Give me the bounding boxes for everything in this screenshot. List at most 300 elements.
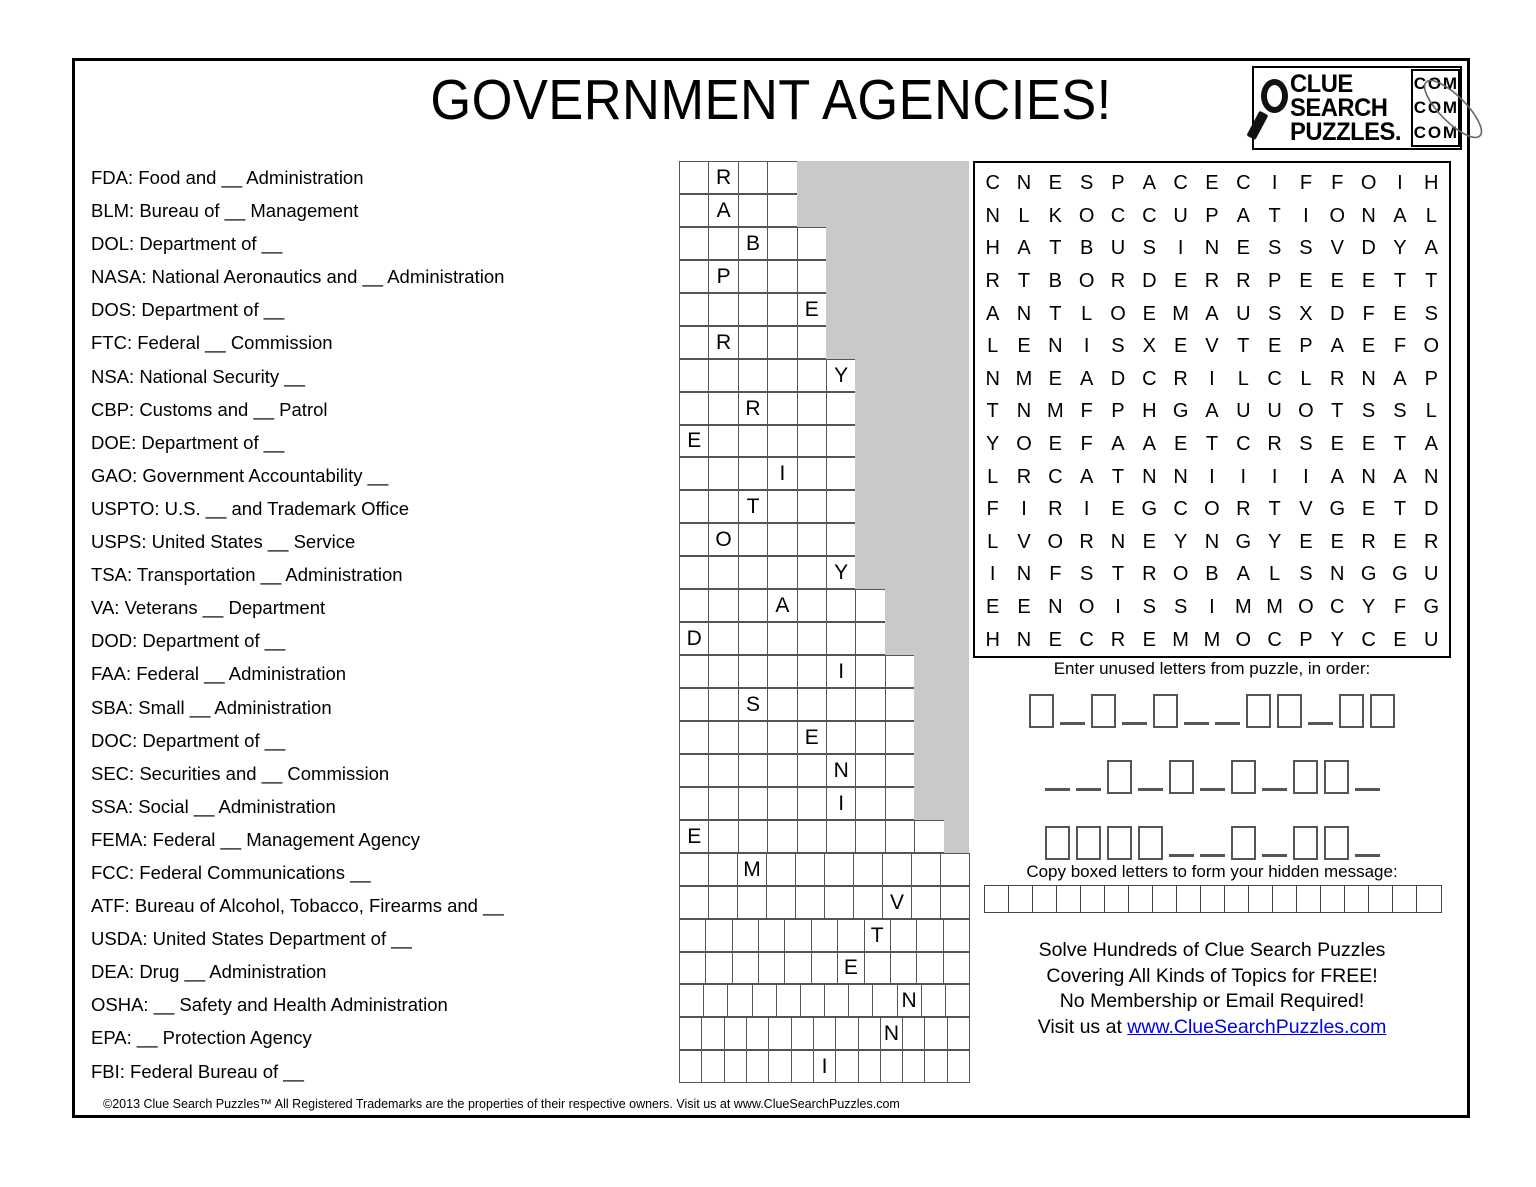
answer-cell[interactable]: S: [738, 688, 768, 721]
answer-cell[interactable]: [767, 293, 797, 326]
answer-cell[interactable]: [872, 984, 897, 1017]
word-search-letter[interactable]: I: [1240, 465, 1247, 488]
word-search-letter[interactable]: O: [1047, 530, 1064, 553]
hidden-message-cell[interactable]: [1320, 885, 1346, 913]
word-search-letter[interactable]: P: [1299, 628, 1313, 651]
answer-cell[interactable]: [738, 293, 768, 326]
answer-cell[interactable]: [826, 425, 856, 458]
answer-cell[interactable]: [885, 787, 915, 820]
word-search-letter[interactable]: E: [1236, 237, 1250, 260]
hidden-message-cell[interactable]: [1032, 885, 1058, 913]
answer-cell[interactable]: [855, 721, 885, 754]
word-search-letter[interactable]: H: [1142, 400, 1157, 423]
word-search-letter[interactable]: C: [1079, 628, 1094, 651]
word-search-letter[interactable]: R: [1016, 465, 1032, 488]
answer-cell[interactable]: [947, 1017, 970, 1050]
word-search-letter[interactable]: Y: [1267, 530, 1282, 553]
answer-cell[interactable]: [679, 984, 704, 1017]
answer-cell[interactable]: [679, 326, 709, 359]
answer-cell[interactable]: [835, 1050, 858, 1083]
word-search-letter[interactable]: F: [1080, 400, 1093, 423]
word-search-letter[interactable]: I: [1209, 367, 1215, 390]
unused-letter-blank[interactable]: [1169, 854, 1194, 857]
word-search-letter[interactable]: I: [1303, 465, 1309, 488]
word-search-letter[interactable]: P: [1267, 270, 1282, 293]
answer-cell[interactable]: [784, 919, 811, 952]
word-search-letter[interactable]: O: [1016, 433, 1032, 456]
word-search-letter[interactable]: T: [1425, 270, 1438, 293]
answer-cell[interactable]: [797, 425, 827, 458]
answer-cell[interactable]: [767, 655, 797, 688]
answer-cell[interactable]: [797, 589, 827, 622]
hidden-message-cell[interactable]: [1128, 885, 1154, 913]
word-search-letter[interactable]: C: [1330, 596, 1345, 619]
word-search-letter[interactable]: C: [1236, 172, 1251, 195]
word-search-letter[interactable]: A: [1393, 204, 1407, 227]
unused-letter-box[interactable]: [1231, 826, 1256, 860]
answer-cell[interactable]: [738, 161, 768, 194]
word-search-letter[interactable]: L: [987, 465, 999, 488]
unused-letter-blank[interactable]: [1355, 788, 1380, 791]
word-search-letter[interactable]: E: [1330, 530, 1344, 553]
answer-cell[interactable]: [797, 326, 827, 359]
word-search-letter[interactable]: E: [1393, 628, 1407, 651]
word-search-letter[interactable]: G: [1392, 563, 1408, 586]
answer-cell[interactable]: [902, 1050, 925, 1083]
word-search-letter[interactable]: E: [1017, 596, 1031, 619]
hidden-message-cell[interactable]: [1416, 885, 1442, 913]
answer-cell[interactable]: [767, 820, 797, 853]
answer-cell[interactable]: E: [679, 820, 709, 853]
word-search-letter[interactable]: N: [1204, 530, 1220, 553]
answer-cell[interactable]: [795, 853, 825, 886]
answer-cell[interactable]: [767, 425, 797, 458]
word-search-letter[interactable]: F: [1393, 596, 1407, 619]
answer-cell[interactable]: [679, 1050, 702, 1083]
word-search-letter[interactable]: C: [1142, 367, 1157, 390]
answer-cell[interactable]: [679, 490, 709, 523]
word-search-letter[interactable]: A: [1205, 302, 1219, 325]
answer-cell[interactable]: [767, 622, 797, 655]
answer-cell[interactable]: [679, 589, 709, 622]
answer-cell[interactable]: [943, 919, 970, 952]
word-search-letter[interactable]: C: [1142, 204, 1157, 227]
answer-cell[interactable]: [940, 853, 970, 886]
answer-cell[interactable]: [679, 359, 709, 392]
answer-cell[interactable]: [791, 1017, 814, 1050]
word-search-letter[interactable]: O: [1360, 172, 1377, 195]
answer-cell[interactable]: [708, 853, 738, 886]
word-search-letter[interactable]: U: [1110, 237, 1126, 260]
answer-cell[interactable]: [766, 853, 796, 886]
answer-cell[interactable]: [679, 227, 709, 260]
unused-letter-box[interactable]: [1076, 826, 1101, 860]
word-search-letter[interactable]: O: [1110, 302, 1126, 325]
answer-cell[interactable]: [940, 886, 970, 919]
answer-cell[interactable]: [767, 161, 797, 194]
hidden-message-cell[interactable]: [1056, 885, 1082, 913]
answer-cell[interactable]: E: [679, 425, 709, 458]
word-search-letter[interactable]: N: [1142, 465, 1157, 488]
answer-cell[interactable]: [738, 194, 768, 227]
unused-letter-blank[interactable]: [1184, 722, 1209, 725]
word-search-grid[interactable]: [973, 161, 1451, 658]
word-search-letter[interactable]: N: [1361, 367, 1376, 390]
word-search-letter[interactable]: S: [1361, 400, 1376, 423]
unused-letter-box[interactable]: [1045, 826, 1070, 860]
word-search-letter[interactable]: O: [1078, 204, 1095, 227]
word-search-letter[interactable]: C: [1110, 204, 1126, 227]
answer-cell[interactable]: [914, 820, 944, 853]
answer-cell[interactable]: [703, 984, 728, 1017]
word-search-letter[interactable]: I: [1303, 204, 1309, 227]
word-search-letter[interactable]: O: [1235, 628, 1252, 651]
answer-cell[interactable]: [943, 952, 970, 985]
cluesearchpuzzles-link[interactable]: www.ClueSearchPuzzles.com: [1127, 1015, 1387, 1038]
word-search-letter[interactable]: M: [1266, 596, 1283, 619]
unused-letter-box[interactable]: [1107, 760, 1132, 794]
answer-cell[interactable]: [826, 622, 856, 655]
word-search-letter[interactable]: E: [1173, 270, 1188, 293]
answer-cell[interactable]: [738, 523, 768, 556]
word-search-letter[interactable]: H: [985, 237, 1000, 260]
answer-cell[interactable]: [679, 886, 709, 919]
answer-cell[interactable]: [738, 457, 768, 490]
word-search-letter[interactable]: L: [1425, 400, 1437, 423]
word-search-letter[interactable]: L: [1081, 302, 1093, 325]
answer-cell[interactable]: [679, 260, 709, 293]
unused-letter-blank[interactable]: [1262, 788, 1287, 791]
word-search-letter[interactable]: H: [985, 628, 1000, 651]
word-search-letter[interactable]: C: [1173, 172, 1188, 195]
word-search-letter[interactable]: S: [1267, 237, 1282, 260]
hidden-message-row[interactable]: [973, 885, 1451, 913]
answer-cell[interactable]: [679, 853, 709, 886]
word-search-letter[interactable]: S: [1299, 563, 1313, 586]
word-search-letter[interactable]: F: [1080, 433, 1093, 456]
answer-cell[interactable]: R: [708, 161, 738, 194]
word-search-letter[interactable]: E: [1393, 302, 1407, 325]
answer-cell[interactable]: [797, 556, 827, 589]
hidden-message-cell[interactable]: [1392, 885, 1418, 913]
answer-cell[interactable]: [766, 886, 796, 919]
answer-cell[interactable]: [727, 984, 752, 1017]
word-search-letter[interactable]: A: [1236, 204, 1250, 227]
answer-cell[interactable]: [890, 919, 917, 952]
word-search-letter[interactable]: L: [1300, 367, 1312, 390]
word-search-letter[interactable]: E: [1048, 433, 1062, 456]
word-search-letter[interactable]: G: [1360, 563, 1377, 586]
word-search-letter[interactable]: Y: [1393, 237, 1407, 260]
word-search-letter[interactable]: E: [1361, 433, 1376, 456]
answer-cell[interactable]: E: [797, 293, 827, 326]
answer-cell[interactable]: [708, 886, 738, 919]
word-search-letter[interactable]: R: [1048, 498, 1063, 521]
answer-cell[interactable]: [679, 392, 709, 425]
answer-cell[interactable]: O: [708, 523, 738, 556]
word-search-letter[interactable]: O: [1204, 498, 1220, 521]
word-search-letter[interactable]: E: [1330, 433, 1344, 456]
word-search-letter[interactable]: P: [1111, 400, 1125, 423]
word-search-letter[interactable]: S: [1142, 237, 1156, 260]
word-search-letter[interactable]: A: [1142, 433, 1156, 456]
answer-cell[interactable]: [737, 886, 767, 919]
unused-letter-box[interactable]: [1293, 826, 1318, 860]
answer-cell[interactable]: [708, 556, 738, 589]
word-search-letter[interactable]: T: [1393, 498, 1407, 521]
answer-cell[interactable]: [800, 984, 825, 1017]
word-search-letter[interactable]: N: [1016, 628, 1032, 651]
answer-cell[interactable]: [679, 919, 706, 952]
answer-cell[interactable]: M: [737, 853, 767, 886]
word-search-letter[interactable]: N: [1330, 563, 1345, 586]
answer-cell[interactable]: [758, 952, 785, 985]
word-search-letter[interactable]: L: [1018, 204, 1030, 227]
word-search-letter[interactable]: N: [985, 204, 1000, 227]
answer-cell[interactable]: [679, 523, 709, 556]
word-search-letter[interactable]: T: [1268, 204, 1281, 227]
word-search-letter[interactable]: V: [1330, 237, 1344, 260]
unused-letter-box[interactable]: [1293, 760, 1318, 794]
answer-cell[interactable]: [824, 886, 854, 919]
word-search-letter[interactable]: E: [1048, 367, 1062, 390]
word-search-letter[interactable]: B: [1048, 270, 1062, 293]
answer-cell[interactable]: P: [708, 260, 738, 293]
word-search-letter[interactable]: R: [1204, 270, 1220, 293]
answer-cell[interactable]: A: [708, 194, 738, 227]
answer-cell[interactable]: [708, 359, 738, 392]
answer-cell[interactable]: [776, 984, 801, 1017]
unused-letter-box[interactable]: [1169, 760, 1194, 794]
word-search-letter[interactable]: V: [1205, 335, 1219, 358]
word-search-letter[interactable]: I: [1177, 237, 1184, 260]
answer-cell[interactable]: [797, 457, 827, 490]
answer-cell[interactable]: [916, 952, 943, 985]
unused-letter-box[interactable]: [1231, 760, 1256, 794]
word-search-letter[interactable]: N: [1204, 237, 1220, 260]
word-search-letter[interactable]: R: [1110, 270, 1126, 293]
word-search-letter[interactable]: F: [1331, 172, 1344, 195]
answer-cell[interactable]: [924, 1017, 947, 1050]
answer-cell[interactable]: [738, 655, 768, 688]
word-search-letter[interactable]: R: [985, 270, 1000, 293]
word-search-letter[interactable]: R: [1110, 628, 1126, 651]
answer-cell[interactable]: [679, 655, 709, 688]
word-search-letter[interactable]: M: [1015, 367, 1033, 390]
answer-cell[interactable]: [767, 227, 797, 260]
word-search-letter[interactable]: A: [1079, 367, 1094, 390]
answer-cell[interactable]: [679, 161, 709, 194]
answer-cell[interactable]: [797, 490, 827, 523]
word-search-letter[interactable]: M: [1234, 596, 1252, 619]
word-search-letter[interactable]: T: [986, 400, 999, 423]
answer-cell[interactable]: [885, 688, 915, 721]
answer-cell[interactable]: T: [738, 490, 768, 523]
answer-cell[interactable]: V: [882, 886, 912, 919]
word-search-letter[interactable]: P: [1299, 335, 1313, 358]
answer-cell[interactable]: [708, 392, 738, 425]
word-search-letter[interactable]: I: [1021, 498, 1027, 521]
word-search-letter[interactable]: D: [1361, 237, 1376, 260]
word-search-letter[interactable]: T: [1017, 270, 1031, 293]
word-search-letter[interactable]: I: [1209, 465, 1215, 488]
word-search-letter[interactable]: D: [1424, 498, 1439, 521]
answer-cell[interactable]: [911, 886, 941, 919]
word-search-letter[interactable]: I: [1397, 172, 1403, 195]
word-search-letter[interactable]: N: [1016, 302, 1032, 325]
answer-cell[interactable]: [724, 1017, 747, 1050]
answer-cell[interactable]: [724, 1050, 747, 1083]
answer-cell[interactable]: [858, 1017, 881, 1050]
answer-cell[interactable]: [824, 984, 849, 1017]
word-search-letter[interactable]: B: [1205, 563, 1219, 586]
word-search-letter[interactable]: O: [1172, 563, 1189, 586]
hidden-message-cell[interactable]: [1200, 885, 1226, 913]
answer-cell[interactable]: [705, 952, 732, 985]
answer-cell[interactable]: [855, 820, 885, 853]
word-search-letter[interactable]: T: [1237, 335, 1250, 358]
word-search-letter[interactable]: C: [1267, 367, 1282, 390]
answer-cell[interactable]: [767, 359, 797, 392]
word-search-letter[interactable]: T: [1268, 498, 1281, 521]
answer-cell[interactable]: I: [767, 457, 797, 490]
answer-cell[interactable]: [767, 260, 797, 293]
answer-cell[interactable]: [855, 655, 885, 688]
word-search-letter[interactable]: E: [1142, 530, 1156, 553]
answer-cell[interactable]: [767, 326, 797, 359]
hidden-message-cell[interactable]: [1008, 885, 1034, 913]
answer-cell[interactable]: [701, 1017, 724, 1050]
word-search-letter[interactable]: R: [1236, 270, 1251, 293]
answer-cell[interactable]: [701, 1050, 724, 1083]
word-search-letter[interactable]: A: [1142, 172, 1156, 195]
answer-cell[interactable]: A: [767, 589, 797, 622]
word-search-letter[interactable]: R: [1142, 563, 1157, 586]
word-search-letter[interactable]: N: [985, 367, 1000, 390]
answer-cell[interactable]: I: [826, 655, 856, 688]
word-search-letter[interactable]: R: [1267, 433, 1282, 456]
answer-cell[interactable]: [679, 1017, 702, 1050]
answer-cell[interactable]: [797, 754, 827, 787]
word-search-letter[interactable]: N: [1361, 204, 1376, 227]
answer-cell[interactable]: [890, 952, 917, 985]
word-search-letter[interactable]: E: [1393, 530, 1407, 553]
word-search-letter[interactable]: O: [1298, 400, 1314, 423]
answer-cell[interactable]: [916, 919, 943, 952]
answer-cell[interactable]: [679, 721, 709, 754]
word-search-letter[interactable]: R: [1236, 498, 1251, 521]
unused-letter-blank[interactable]: [1308, 722, 1333, 725]
word-search-letter[interactable]: E: [1142, 302, 1156, 325]
word-search-letter[interactable]: N: [1361, 465, 1376, 488]
word-search-letter[interactable]: L: [1425, 204, 1437, 227]
answer-cell[interactable]: [738, 556, 768, 589]
unused-letter-box[interactable]: [1138, 826, 1163, 860]
word-search-letter[interactable]: T: [1331, 400, 1344, 423]
answer-cell[interactable]: [784, 952, 811, 985]
word-search-letter[interactable]: C: [1236, 433, 1251, 456]
word-search-letter[interactable]: E: [1330, 270, 1344, 293]
word-search-letter[interactable]: D: [1142, 270, 1157, 293]
answer-cell[interactable]: [679, 754, 709, 787]
answer-cell[interactable]: [824, 853, 854, 886]
word-search-letter[interactable]: E: [1267, 335, 1282, 358]
answer-cell[interactable]: Y: [826, 359, 856, 392]
word-search-letter[interactable]: A: [1393, 465, 1407, 488]
answer-cell[interactable]: [797, 260, 827, 293]
unused-letter-blank[interactable]: [1200, 854, 1225, 857]
word-search-letter[interactable]: I: [1083, 498, 1090, 521]
word-search-letter[interactable]: I: [1209, 596, 1215, 619]
hidden-message-cell[interactable]: [1104, 885, 1130, 913]
word-search-letter[interactable]: E: [1299, 530, 1313, 553]
word-search-letter[interactable]: T: [1205, 433, 1219, 456]
answer-cell[interactable]: [708, 457, 738, 490]
unused-letter-box[interactable]: [1324, 760, 1349, 794]
word-search-letter[interactable]: T: [1049, 237, 1062, 260]
answer-cell[interactable]: [738, 589, 768, 622]
word-search-letter[interactable]: M: [1046, 400, 1064, 423]
answer-cell[interactable]: [767, 721, 797, 754]
word-search-letter[interactable]: L: [987, 530, 999, 553]
answer-cell[interactable]: [826, 721, 856, 754]
word-search-letter[interactable]: C: [1267, 628, 1282, 651]
word-search-letter[interactable]: N: [1424, 465, 1439, 488]
word-search-letter[interactable]: E: [1173, 433, 1188, 456]
answer-cell[interactable]: [767, 194, 797, 227]
word-search-letter[interactable]: F: [1362, 302, 1375, 325]
answer-cell[interactable]: [864, 952, 891, 985]
answer-cell[interactable]: [746, 1050, 769, 1083]
word-search-letter[interactable]: I: [1271, 465, 1278, 488]
word-search-letter[interactable]: U: [1424, 628, 1439, 651]
answer-cell[interactable]: [811, 919, 838, 952]
answer-cell[interactable]: [679, 787, 709, 820]
word-search-letter[interactable]: E: [1017, 335, 1031, 358]
word-search-letter[interactable]: E: [1111, 498, 1125, 521]
word-search-letter[interactable]: R: [1424, 530, 1439, 553]
answer-cell[interactable]: [679, 194, 709, 227]
answer-cell[interactable]: [679, 952, 706, 985]
word-search-letter[interactable]: L: [1237, 367, 1249, 390]
unused-letter-blank[interactable]: [1200, 788, 1225, 791]
answer-cell[interactable]: [767, 392, 797, 425]
hidden-message-cell[interactable]: [1080, 885, 1106, 913]
answer-cell[interactable]: T: [864, 919, 891, 952]
answer-cell[interactable]: [708, 787, 738, 820]
answer-cell[interactable]: [738, 721, 768, 754]
answer-cell[interactable]: [837, 919, 864, 952]
word-search-letter[interactable]: C: [985, 172, 1000, 195]
word-search-letter[interactable]: T: [1393, 270, 1407, 293]
unused-letter-box[interactable]: [1091, 694, 1116, 728]
answer-cell[interactable]: [924, 1050, 947, 1083]
word-search-letter[interactable]: N: [1016, 563, 1032, 586]
word-search-letter[interactable]: D: [1330, 302, 1345, 325]
answer-cell[interactable]: [902, 1017, 925, 1050]
word-search-letter[interactable]: U: [1267, 400, 1282, 423]
answer-cell[interactable]: N: [826, 754, 856, 787]
unused-letter-blank[interactable]: [1076, 788, 1101, 791]
unused-letter-box[interactable]: [1339, 694, 1364, 728]
word-search-letter[interactable]: S: [1079, 172, 1094, 195]
answer-cell[interactable]: [708, 490, 738, 523]
word-search-letter[interactable]: O: [1423, 335, 1440, 358]
answer-cell[interactable]: [732, 919, 759, 952]
word-search-letter[interactable]: U: [1173, 204, 1188, 227]
answer-cell[interactable]: [767, 754, 797, 787]
word-search-letter[interactable]: S: [1299, 237, 1313, 260]
